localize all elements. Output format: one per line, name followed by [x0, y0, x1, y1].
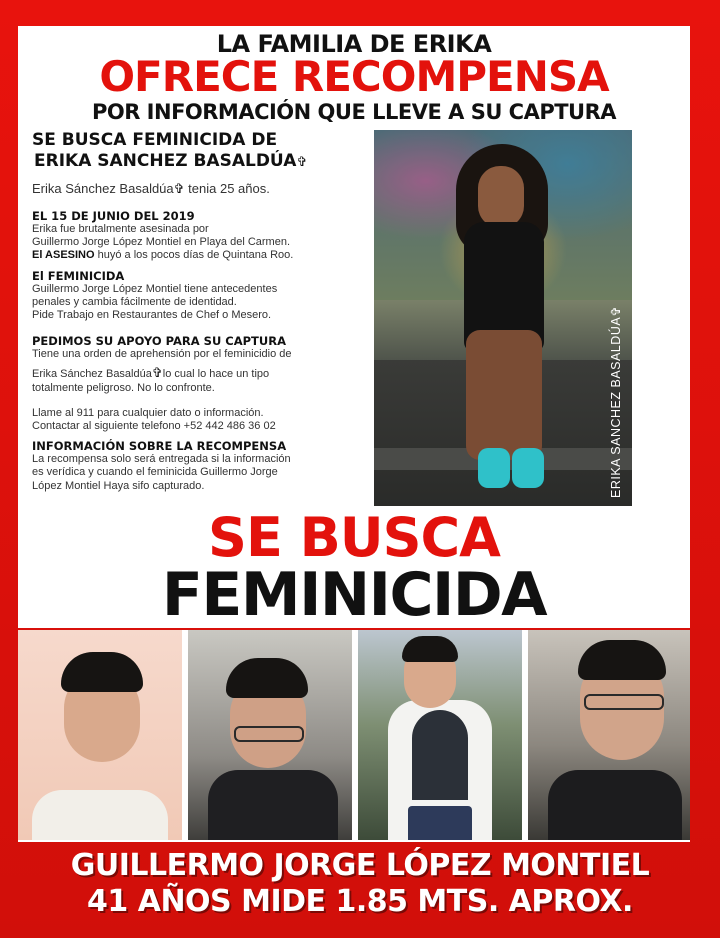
cross-icon: ✞ [296, 155, 308, 170]
header-reward-title: OFRECE RECOMPENSA [99, 52, 609, 101]
suspect-photo-outdoor [358, 630, 522, 840]
suspect-photo-cctv-1 [188, 630, 352, 840]
header-info-line: POR INFORMACIÓN QUE LLEVE A SU CAPTURA [91, 100, 617, 124]
reward-text: La recompensa solo será entregada si la información es verídica y cuando el feminicida Guillermo Jorge López Montiel Haya sifo capturado. [32, 453, 291, 492]
feminicida-heading: El FEMINICIDA [32, 268, 125, 283]
date-heading: EL 15 DE JUNIO DEL 2019 [32, 209, 195, 223]
support-heading: PEDIMOS SU APOYO PARA SU CAPTURA [32, 334, 286, 349]
wanted-subtitle: SE BUSCA FEMINICIDA DE [32, 130, 278, 150]
date-text: Erika fue brutalmente asesinada por Guillermo Jorge López Montiel en Playa del Carmen. El ASESINO huyó a los pocos días de Quintana Roo. [32, 223, 294, 262]
suspect-photo-cctv-2 [528, 630, 690, 840]
suspect-details: 41 AÑOS MIDE 1.85 MTS. APROX. [87, 884, 633, 919]
cross-icon: ✞ [173, 181, 185, 196]
victim-photo [374, 130, 632, 506]
suspect-photo-id [18, 630, 182, 840]
victim-photo-caption: ERIKA SANCHEZ BASALDÚA✞ [609, 305, 623, 498]
reward-heading: INFORMACIÓN SOBRE LA RECOMPENSA [32, 439, 287, 454]
feminicida-text: Guillermo Jorge López Montiel tiene antecedentes penales y cambia fácilmente de identidad. Pide Trabajo en Restaurantes de Chef o Mesero. [32, 282, 278, 322]
details-column [32, 130, 368, 493]
support-text: Tiene una orden de aprehensión por el feminicidio de Erika Sánchez Basaldúa✞lo cual lo hace un tipo totalmente peligroso. No lo confronte. [32, 348, 292, 394]
assassin-label: El ASESINO [32, 249, 95, 262]
victim-name-title: ERIKA SANCHEZ BASALDÚA✞ [34, 151, 308, 171]
call-text: Llame al 911 para cualquier dato o información. Contactar al siguiente telefono +52 442 486 36 02 [32, 407, 368, 433]
wanted-title: SE BUSCA [208, 506, 500, 569]
suspect-name: GUILLERMO JORGE LÓPEZ MONTIEL [70, 848, 650, 883]
header-family-line: LA FAMILIA DE ERIKA [216, 30, 492, 58]
cross-icon: ✞ [151, 365, 163, 381]
feminicida-title: FEMINICIDA [161, 560, 547, 630]
phone-number: Contactar al siguiente telefono +52 442 486 36 02 [32, 420, 276, 433]
victim-age-line: Erika Sánchez Basaldúa✞ tenia 25 años. [32, 181, 270, 196]
